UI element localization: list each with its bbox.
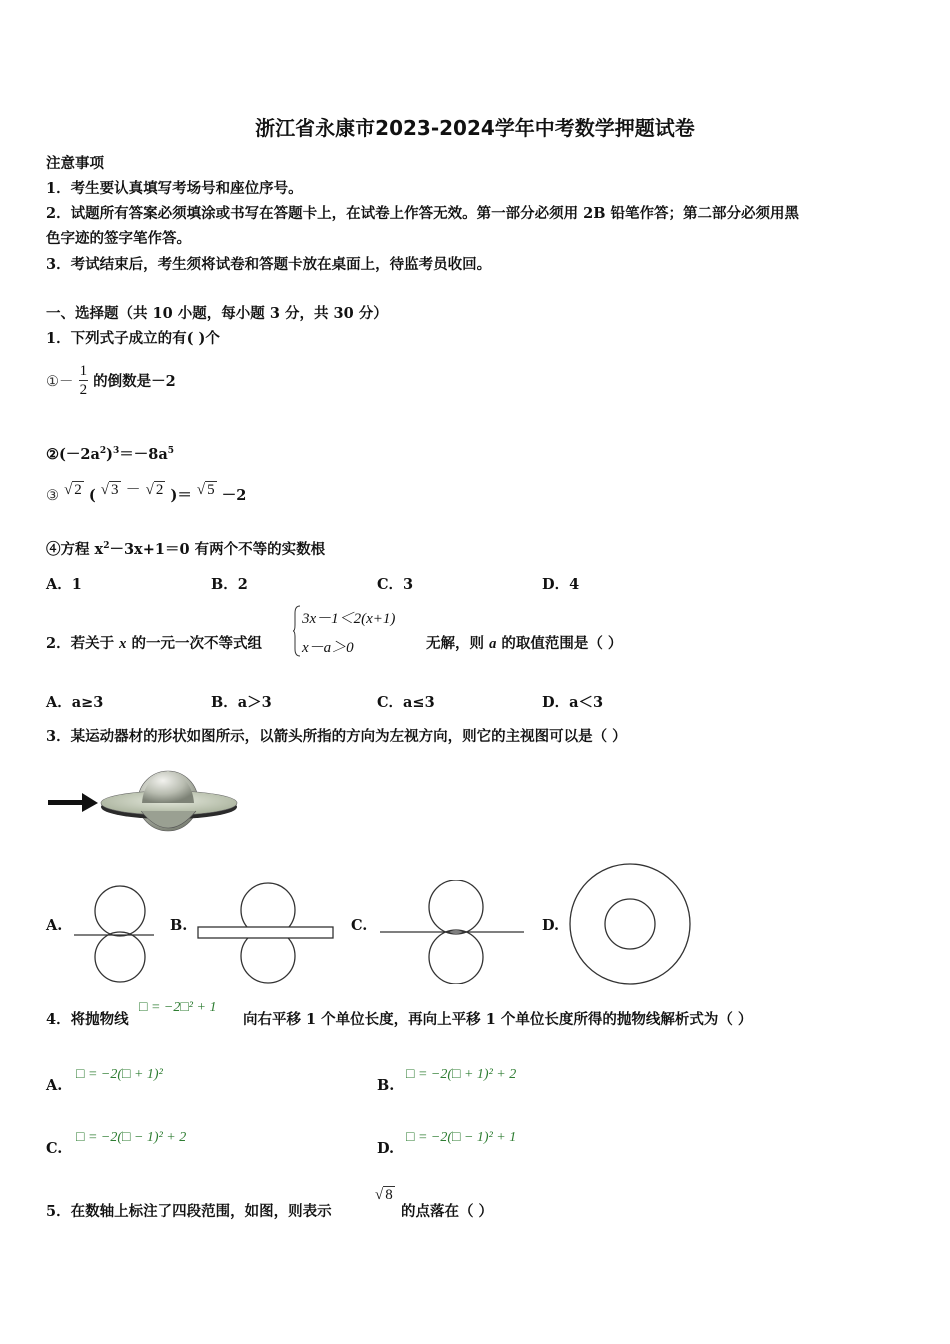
q1-s3-open: ( — [88, 487, 96, 504]
q4-option-d-label[interactable]: D. — [377, 1140, 395, 1157]
q4-option-b-label[interactable]: B. — [377, 1077, 395, 1094]
q3-option-a-figure[interactable] — [72, 885, 156, 987]
q2-stem-c — [426, 632, 622, 653]
notice-item-1: 1．考生要认真填写考场号和座位序号。 — [46, 180, 303, 197]
q3-option-d-figure[interactable] — [568, 862, 692, 990]
q3-apparatus-figure — [46, 755, 239, 843]
q2-brace — [293, 605, 299, 657]
q4-option-b-formula[interactable]: □ = −2(□ + 1)² + 2 — [406, 1067, 517, 1082]
q2-option-d[interactable]: D．a＜3 — [542, 694, 604, 711]
figure-eight-with-bar-icon — [196, 882, 336, 984]
q1-s3-circle: ③ — [46, 488, 59, 504]
q2-brace-icon — [293, 605, 301, 657]
q4-formula: □ = −2□² + 1 — [139, 1000, 217, 1015]
q2-inequality-2: x－a＞0 — [302, 640, 354, 656]
q1-s2-c: ＝－8a — [119, 446, 168, 463]
q1-s3-root2b: 2 — [155, 482, 164, 498]
q1-option-b[interactable]: B．2 — [211, 576, 248, 593]
q5-radicand: 8 — [385, 1187, 393, 1203]
notice-item-2-cont: 色字迹的签字笔作答。 — [46, 230, 191, 247]
q2-option-c[interactable]: C．a≤3 — [377, 694, 435, 711]
q1-s1-den: 2 — [79, 382, 88, 398]
q5-sqrt: √ 8 — [375, 1187, 393, 1203]
q3-stem: 3．某运动器材的形状如图所示，以箭头所指的方向为左视方向，则它的主视图可以是（ ） — [46, 728, 627, 745]
q1-s3-root3: 3 — [111, 482, 119, 498]
q3-option-b-label[interactable]: B. — [170, 917, 188, 934]
q2-option-a[interactable]: A．a≥3 — [46, 694, 104, 711]
q1-s3-root2: 2 — [74, 482, 82, 498]
q3-option-c-label[interactable]: C. — [351, 917, 368, 934]
q3-option-c-figure[interactable] — [378, 880, 526, 988]
q1-s2-b: ) — [106, 446, 113, 463]
q1-s3-root5: 5 — [207, 482, 215, 498]
q1-statement-1 — [46, 362, 176, 399]
q1-option-d[interactable]: D．4 — [542, 576, 580, 593]
q2-var-x: x — [119, 636, 127, 652]
q1-s2-a: ②(－2a — [46, 446, 100, 463]
q5-stem-a: 5．在数轴上标注了四段范围，如图，则表示 — [46, 1203, 332, 1220]
q1-s4-b: －3x+1＝0 有两个不等的实数根 — [109, 541, 326, 558]
section-heading: 一、选择题（共 10 小题，每小题 3 分，共 30 分） — [46, 305, 388, 322]
q1-s4-exp: 2 — [103, 541, 110, 551]
q1-s1-num: 1 — [79, 363, 88, 379]
page-title: 浙江省永康市2023-2024学年中考数学押题试卷 — [255, 116, 695, 140]
q1-s2-exp3: 5 — [167, 446, 175, 456]
q1-option-c[interactable]: C．3 — [377, 576, 414, 593]
q1-s2-exp2: 3 — [113, 446, 120, 456]
saturn-shape-icon — [46, 755, 239, 843]
q4-option-a-label[interactable]: A. — [46, 1077, 63, 1094]
q2-inequality-1: 3x－1＜2(x+1) — [302, 611, 396, 627]
q1-s3-minus: － — [125, 482, 141, 498]
q3-option-a-label[interactable]: A. — [46, 917, 63, 934]
q2-stem-part-a: 2．若关于 — [46, 635, 115, 652]
figure-eight-with-line-icon — [378, 880, 526, 984]
q1-s4-a: ④方程 x — [46, 541, 104, 558]
q5-stem-b: 的点落在（ ） — [401, 1203, 494, 1220]
q1-s3-eq: )＝ — [170, 487, 192, 504]
q3-option-d-label[interactable]: D. — [542, 917, 560, 934]
q1-s2-exp1: 2 — [99, 446, 107, 456]
q2-stem-part-d: 的取值范围是（ ） — [501, 635, 623, 652]
q2-stem-part-b: 的一元一次不等式组 — [131, 635, 262, 652]
q1-s3-tail: －2 — [221, 487, 247, 504]
q1-s1-prefix: ①－ — [46, 374, 74, 390]
q1-s1-fraction — [79, 362, 89, 399]
q4-stem-b: 向右平移 1 个单位长度，再向上平移 1 个单位长度所得的抛物线解析式为（ ） — [243, 1011, 753, 1028]
q2-stem-a — [46, 632, 262, 653]
q1-statement-3: ③ √ 2 ( √ 3 － √ 2 )＝ √ 5 －2 — [46, 482, 247, 504]
q4-stem-a: 4．将抛物线 — [46, 1011, 129, 1028]
q4-option-d-formula[interactable]: □ = −2(□ − 1)² + 1 — [406, 1130, 517, 1145]
q1-s1-suffix: 的倒数是－2 — [93, 373, 176, 390]
concentric-circles-icon — [568, 862, 692, 986]
q4-option-c-label[interactable]: C. — [46, 1140, 63, 1157]
q1-option-a[interactable]: A．1 — [46, 576, 82, 593]
q1-statement-4 — [46, 538, 325, 559]
q4-option-c-formula[interactable]: □ = −2(□ − 1)² + 2 — [76, 1130, 187, 1145]
figure-eight-icon — [72, 885, 156, 983]
notice-item-3: 3．考试结束后，考生须将试卷和答题卡放在桌面上，待监考员收回。 — [46, 256, 492, 273]
q1-statement-2 — [46, 443, 174, 464]
q3-option-b-figure[interactable] — [196, 882, 336, 988]
q2-option-b[interactable]: B．a＞3 — [211, 694, 272, 711]
q2-var-a: a — [489, 636, 497, 652]
q4-option-a-formula[interactable]: □ = −2(□ + 1)² — [76, 1067, 163, 1082]
notice-heading: 注意事项 — [46, 155, 104, 172]
notice-item-2: 2．试题所有答案必须填涂或书写在答题卡上，在试卷上作答无效。第一部分必须用 2B 铅笔作答；第二部分必须用黑 — [46, 205, 800, 222]
q2-stem-part-c: 无解，则 — [426, 635, 484, 652]
q1-stem: 1．下列式子成立的有( )个 — [46, 330, 220, 347]
